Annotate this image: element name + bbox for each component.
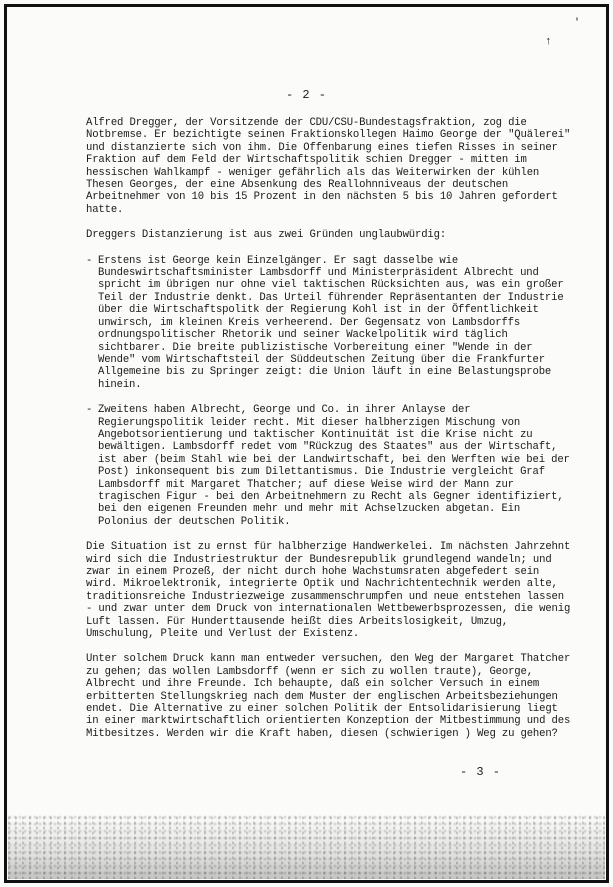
document-body <box>86 117 572 753</box>
bullet-marker: - <box>86 404 93 417</box>
bullet-marker: - <box>86 254 93 267</box>
bullet-second-reason <box>86 404 572 528</box>
next-page-indicator: - 3 - <box>460 765 502 779</box>
bullet-first-reason <box>86 255 572 391</box>
corner-arrow-mark: ↑ <box>545 36 552 48</box>
paragraph-situation: Die Situation ist zu ernst für halbherzige Handwerkelei. Im nächsten Jahrzehnt wird sich die Industriestruktur der Bundesrepublik grundlegend wandeln; und zwar in einem Prozeß, der nicht durch hohe Wachstumsraten abgefedert sein wird. Mikroelektronik, integrierte Optik und Nachrichtentechnik werden alte, traditionsreiche Industriezweige zusammenschrumpfen und neue entstehen lassen - und zwar unter dem Druck von internationalen Wettbewerbsprozessen, die wenig Luft lassen. Für Hunderttausende heißt dies Arbeitslosigkeit, Umzug, Umschulung, Pleite und Verlust der Existenz. <box>86 541 571 641</box>
paragraph-alternative: Unter solchem Druck kann man entweder versuchen, den Weg der Margaret Thatcher zu gehen; das wollen Lambsdorff (wenn er sich zu wollen traute), George, Albrecht und ihre Freunde. Ich behaupte, daß ein solcher Versuch in einem erbitterten Stellungskrieg nach dem Muster der englischen Arbeitsbeziehungen endet. Die Alternative zu einer solchen Politik der Entsolidarisierung liegt in einer marktwirtschaftlich orientierten Konzeption der Mitbestimmung und des Mitbesitzes. Werden wir die Kraft haben, diesen (schwierigen ) Weg zu gehen? <box>86 653 571 740</box>
corner-mark: ' <box>574 18 581 29</box>
paragraph-intro: Alfred Dregger, der Vorsitzende der CDU/CSU-Bundestagsfraktion, zog die Notbremse. Er bezichtigte seinen Fraktionskollegen Haimo George der "Quälerei" und distanzierte sich von ihm. Die Offenbarung eines tiefen Risses in seiner Fraktion auf dem Feld der Wirtschaftspolitik schien Dregger - mitten im hessischen Wahlkampf - weniger gefährlich als das Weiterwirken der kühlen Thesen Georges, der eine Absenkung des Reallohnniveaus der deutschen Arbeitnehmer von 10 bis 15 Prozent in den nächsten 5 bis 10 Jahren gefordert hatte. <box>86 117 571 216</box>
page-number: - 2 - <box>285 88 327 102</box>
bullet-text: Erstens ist George kein Einzelgänger. Er sagt dasselbe wie Bundeswirtschaftsminister Lambsdorff und Ministerpräsident Albrecht und spricht im übrigen nur ohne viel taktischen Rücksichten aus, was ein großer Teil der Industrie denkt. Das Urteil führender Repräsentanten der Industrie über die Wirtschaftspolitk der Regierung Kohl ist in der Öffentlichkeit unwirsch, im kleinen Kreis verheerend. Der Gegensatz von Lambsdorffs ordnungspolitischer Rhetorik und seiner Wackelpolitik wird täglich sichtbarer. Die breite publizistische Vorbereitung einer "Wende in der Wende" vom Wirtschaftsteil der Süddeutschen Zeitung über die Frankfurter Allgemeine bis zu Springer zeigt: die Union läuft in eine Belastungsprobe hinein. <box>98 254 564 391</box>
bullet-text: Zweitens haben Albrecht, George und Co. in ihrer Anlayse der Regierungspolitik leider recht. Mit dieser halbherzigen Mischung von Angebotsorientierung und taktischer Kontinuität ist die Krise nicht zu bewältigen. Lambsdorff redet vom "Rückzug des Staates" aus der Wirtschaft, ist aber (beim Stahl wie bei der Landwirtschaft, bei den Werften wie bei der Post) inkonsequent bis zum Dilettantismus. Die Industrie vergleicht Graf Lambsdorff mit Margaret Thatcher; auf diese Weise wird der Mann zur tragischen Figur - bei den Arbeitnehmern zu Recht als Gegner identifiziert, bei den eigenen Freunden mehr und mehr mit Achselzucken abgetan. Ein Polonius der deutschen Politik. <box>98 404 570 528</box>
paragraph-thesis: Dreggers Distanzierung ist aus zwei Gründen unglaubwürdig: <box>86 229 447 242</box>
scan-noise-strip <box>8 815 605 879</box>
